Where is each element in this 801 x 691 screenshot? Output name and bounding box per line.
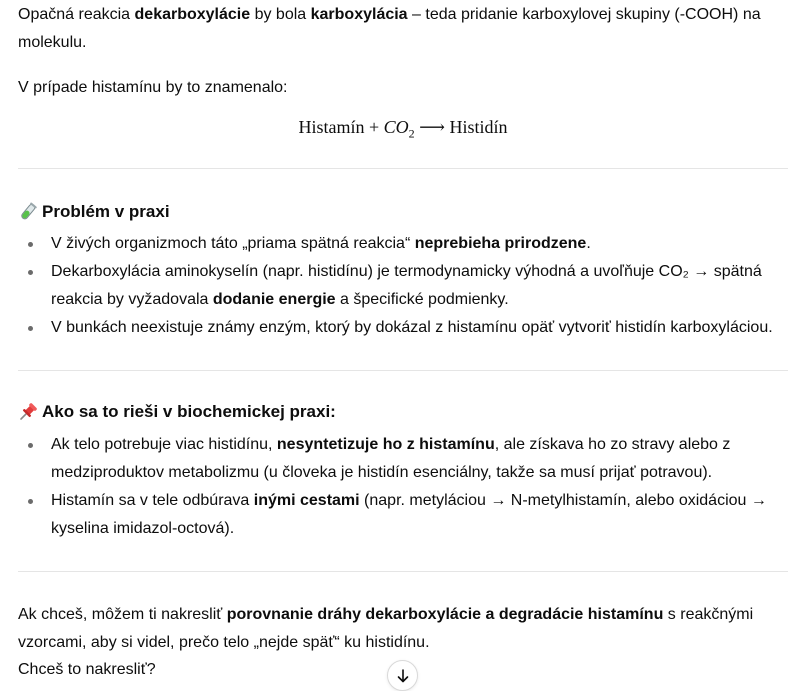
list-item: Dekarboxylácia aminokyselín (napr. histidínu) je termodynamicky výhodná a uvoľňuje CO₂ → spätná reakcia by vyžadovala dodanie energie a špecifické podmienky. — [51, 258, 801, 314]
divider — [18, 370, 788, 371]
case-paragraph: V prípade histamínu by to znamenalo: — [18, 79, 288, 96]
reaction-formula — [18, 112, 788, 149]
section-title: Problém v praxi — [42, 202, 170, 221]
intro-paragraph — [18, 1, 778, 57]
arrow-down-icon — [395, 668, 411, 684]
scroll-to-bottom-button[interactable] — [387, 660, 418, 691]
practice-list — [18, 431, 801, 543]
formula-reactant: Histamín — [298, 117, 365, 137]
question-text: Chceš to nakresliť? — [18, 661, 156, 678]
section-title: Ako sa to rieši v biochemickej praxi: — [42, 402, 336, 421]
pushpin-icon — [18, 402, 38, 422]
intro-bold-carboxylation: karboxylácia — [310, 6, 408, 23]
intro-text: by bola — [250, 6, 311, 23]
intro-text: Opačná reakcia — [18, 6, 135, 23]
divider — [18, 168, 788, 169]
formula-product: Histidín — [449, 117, 508, 137]
intro-text: – teda pridanie karboxylovej skupiny (-COOH) na molekulu. — [18, 6, 761, 51]
problem-list — [18, 230, 801, 342]
list-item: Ak telo potrebuje viac histidínu, nesyntetizuje ho z histamínu, ale získava ho zo stravy alebo z medziproduktov metabolizmu (u človeka je histidín esenciálny, takže sa musí prijať potravou). — [51, 431, 801, 487]
list-item: Histamín sa v tele odbúrava inými cestami (napr. metyláciou → N-metylhistamín, alebo oxidáciou → kyselina imidazol-octová). — [51, 487, 801, 543]
formula-plus: + — [369, 117, 380, 137]
section-heading-problem — [18, 199, 170, 225]
divider — [18, 571, 788, 572]
list-item: V živých organizmoch táto „priama spätná reakcia“ neprebieha prirodzene. — [51, 230, 801, 258]
formula-arrow: ⟶ — [419, 117, 445, 137]
section-heading-practice — [18, 399, 336, 425]
intro-bold-decarboxylation: dekarboxylácie — [134, 6, 251, 23]
formula-co2: $CO_2$ — [383, 117, 415, 141]
list-item: V bunkách neexistuje známy enzým, ktorý by dokázal z histamínu opäť vytvoriť histidín karboxyláciou. — [51, 314, 801, 342]
closing-paragraph: Ak chceš, môžem ti nakresliť porovnanie dráhy dekarboxylácie a degradácie histamínu s reakčnými vzorcami, aby si videl, prečo telo „nejde späť“ ku histidínu. — [18, 606, 754, 651]
test-tube-icon — [18, 202, 38, 222]
